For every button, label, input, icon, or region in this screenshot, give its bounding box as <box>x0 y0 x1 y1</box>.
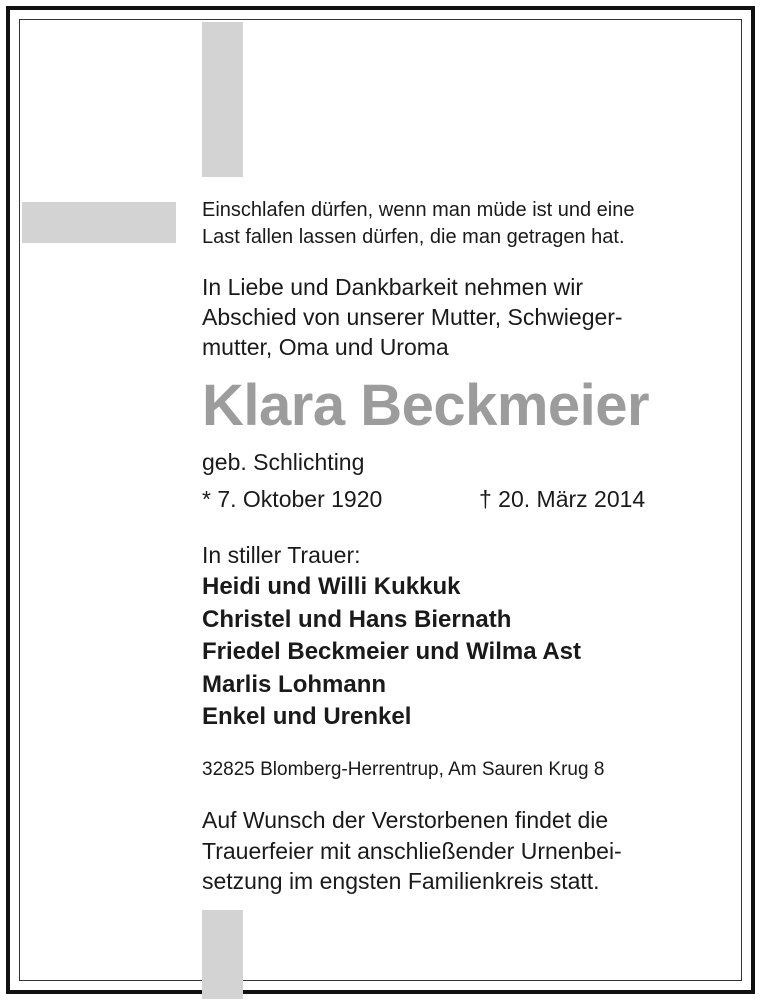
intro-text <box>202 272 623 362</box>
mourner-entry: Friedel Beckmeier und Wilma Ast <box>202 638 582 665</box>
intro-line: In Liebe und Dankbarkeit nehmen wir <box>202 274 584 300</box>
mourner-entry: Christel und Hans Biernath <box>202 605 512 633</box>
address: 32825 Blomberg-Herrentrup, Am Sauren Krug 8 <box>202 759 605 780</box>
deceased-name: Klara Beckmeier <box>202 373 650 438</box>
birth-name: geb. Schlichting <box>202 449 365 475</box>
notice-line: setzung im engsten Familienkreis statt. <box>202 868 600 894</box>
intro-line: mutter, Oma und Uroma <box>202 334 449 360</box>
mourner-entry: Heidi und Willi Kukkuk <box>202 573 461 600</box>
notice-line: Auf Wunsch der Verstorbenen findet die <box>202 807 609 833</box>
cross-horizontal-arm <box>22 202 176 243</box>
cross-vertical-bottom <box>202 910 243 999</box>
death-date: † 20. März 2014 <box>479 486 646 512</box>
intro-line: Abschied von unserer Mutter, Schwieger- <box>202 304 623 330</box>
motto-line: Last fallen lassen dürfen, die man getragen hat. <box>202 226 625 248</box>
cross-vertical-top <box>202 22 243 177</box>
mourners-list <box>202 571 581 734</box>
birth-date: * 7. Oktober 1920 <box>202 486 383 512</box>
mourning-label: In stiller Trauer: <box>202 542 361 568</box>
mourner-entry: Enkel und Urenkel <box>202 703 412 730</box>
motto <box>202 197 635 251</box>
motto-line: Einschlafen dürfen, wenn man müde ist und eine <box>202 199 635 221</box>
notice-line: Trauerfeier mit anschließender Urnenbei- <box>202 837 622 864</box>
mourner-entry: Marlis Lohmann <box>202 670 387 698</box>
funeral-notice <box>202 805 622 897</box>
obituary-frame <box>6 6 755 994</box>
